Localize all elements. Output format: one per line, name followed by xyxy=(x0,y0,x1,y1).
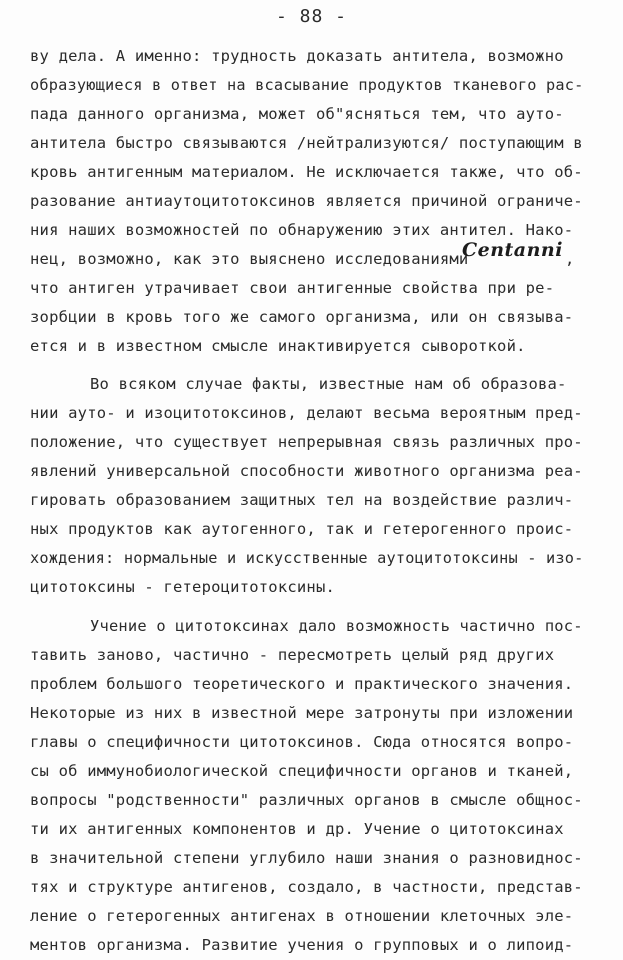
text-line: цитотоксины - гетероцитотоксины. xyxy=(30,578,336,596)
text-line: ти их антигенных компонентов и др. Учение о цитотоксинах xyxy=(30,820,564,838)
text-line: нии ауто- и изоцитотоксинов, делают весьма вероятным пред- xyxy=(30,404,583,422)
text-line: явлений универсальной способности животного организма реа- xyxy=(30,462,583,480)
text-line: Учение о цитотоксинах дало возможность частично пос- xyxy=(90,617,583,635)
text-line: антитела быстро связываются /нейтрализуются/ поступающим в xyxy=(30,134,583,152)
text-line: главы о специфичности цитотоксинов. Сюда относятся вопро- xyxy=(30,733,574,751)
text-line: ментов организма. Развитие учения о групповых и о липоид- xyxy=(30,936,574,954)
text-line: проблем большого теоретического и практического значения. xyxy=(30,675,574,693)
text-line: ется и в известном смысле инактивируется сывороткой. xyxy=(30,337,526,355)
text-line: разование антиаутоцитотоксинов является причиной ограниче- xyxy=(30,192,583,210)
text-line: гировать образованием защитных тел на воздействие различ- xyxy=(30,491,574,509)
text-line: хождения: нормальные и искусственные аутоцитотоксины - изо- xyxy=(30,549,584,567)
text-line: ву дела. А именно: трудность доказать антитела, возможно xyxy=(30,47,564,65)
text-line: Некоторые из них в известной мере затронуты при изложении xyxy=(30,704,574,722)
text-line: пада данного организма, может об"ясняться тем, что ауто- xyxy=(30,105,564,123)
text-line: кровь антигенным материалом. Не исключается также, что об- xyxy=(30,163,583,181)
text-line: ление о гетерогенных антигенах в отношении клеточных эле- xyxy=(30,907,574,925)
handwritten-name: Centanni xyxy=(462,239,563,261)
text-line: , xyxy=(565,250,575,268)
page-number: - 88 - xyxy=(275,6,348,27)
text-line: в значительной степени углубило наши знания о разновиднос- xyxy=(30,849,583,867)
text-line: Во всяком случае факты, известные нам об образова- xyxy=(90,375,567,393)
text-line: вопросы "родственности" различных органов в смысле общнос- xyxy=(30,791,583,809)
text-line: образующиеся в ответ на всасывание продуктов тканевого рас- xyxy=(30,76,584,94)
text-line: нец, возможно, как это выяснено исследованиями xyxy=(30,250,469,268)
text-line: что антиген утрачивает свои антигенные свойства при ре- xyxy=(30,279,555,297)
text-line: сы об иммунобиологической специфичности органов и тканей, xyxy=(30,762,574,780)
text-line: тях и структуре антигенов, создало, в частности, представ- xyxy=(30,878,583,896)
text-line: ных продуктов как аутогенного, так и гетерогенного проис- xyxy=(30,520,574,538)
text-line: тавить заново, частично - пересмотреть целый ряд других xyxy=(30,646,555,664)
text-line: зорбции в кровь того же самого организма, или он связыва- xyxy=(30,308,574,326)
text-line: положение, что существует непрерывная связь различных про- xyxy=(30,433,583,451)
text-line: ния наших возможностей по обнаружению этих антител. Нако- xyxy=(30,221,574,239)
